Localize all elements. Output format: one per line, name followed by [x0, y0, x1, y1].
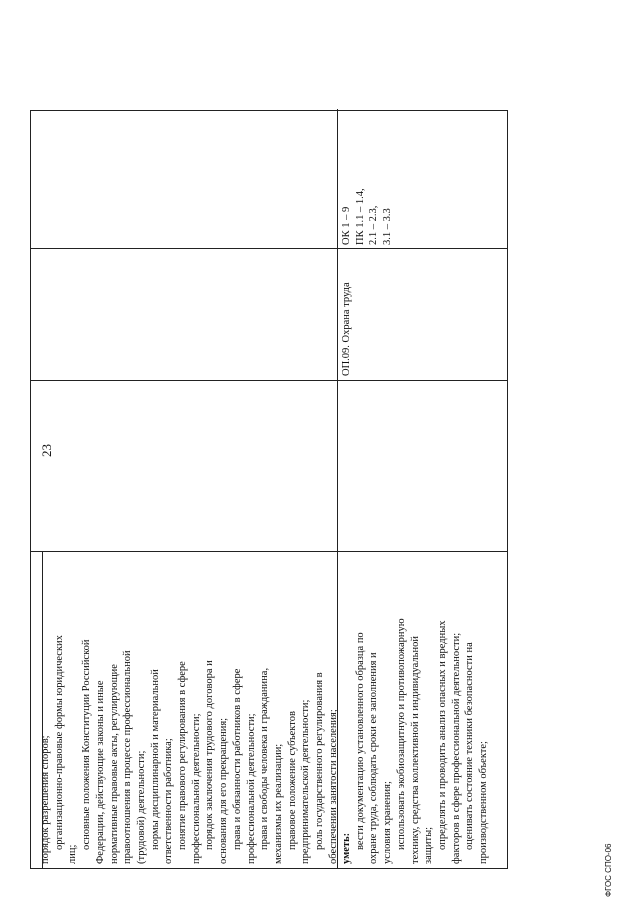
competency-line: ПК 1.1 – 1.4,	[354, 188, 366, 245]
competency-line: 2.1 – 2.3,	[368, 205, 380, 245]
skills-line: определять и проводить анализ опасных и вредных	[436, 620, 448, 850]
skills-line: понятие правового регулирования в сфере	[177, 661, 189, 850]
skills-line: права и обязанности работников в сфере	[231, 668, 243, 850]
skills-line: использовать экобиозащитную и противопожарную	[395, 618, 407, 850]
skills-line: охране труда, соблюдать сроки ее заполнения и	[368, 652, 380, 864]
competencies-cell	[340, 111, 395, 245]
skills-line: вести документацию установленного образца по	[354, 632, 366, 850]
skills-line: организационно-правовые формы юридических	[53, 635, 65, 850]
skills-line: роль государственного регулирования в	[314, 672, 326, 850]
skills-line: защиты;	[423, 826, 435, 864]
skills-line: нормативные правовые акты, регулирующие	[108, 664, 120, 864]
skills-line: условия хранения;	[382, 781, 394, 864]
skills-line: нормы дисциплинарной и материальной	[149, 669, 161, 850]
column-divider	[31, 248, 507, 249]
skills-line: порядок разрешения споров;	[40, 735, 51, 864]
skills-line: профессиональной деятельности;	[245, 713, 257, 864]
skills-line: технику, средства коллективной и индивидуальной	[409, 636, 421, 864]
skills-line: основные положения Конституции Российской	[81, 639, 93, 850]
skills-line: оценивать состояние техники безопасности на	[464, 642, 476, 850]
competency-line: ОК 1 – 9	[341, 206, 352, 245]
skills-line: лиц;	[67, 844, 79, 864]
curriculum-table	[30, 110, 508, 869]
skills-line: правоотношения в процессе профессиональной	[122, 650, 134, 864]
column-divider	[31, 380, 507, 381]
skills-cell-top	[39, 556, 340, 864]
competency-line: 3.1 – 3.3	[382, 208, 394, 245]
skills-line: (трудовой) деятельности;	[135, 750, 147, 864]
column-divider	[31, 551, 507, 552]
skills-line: права и свободы человека и гражданина,	[259, 667, 271, 850]
skills-line: основания для его прекращения;	[218, 717, 230, 864]
skills-line: предпринимательской деятельности;	[300, 699, 312, 864]
footer-mark: ФГОС СПО-06	[604, 843, 613, 897]
skills-line: факторов в сфере профессиональной деятельности;	[450, 632, 462, 864]
skills-line: ответственности работника;	[163, 738, 175, 864]
discipline-name: ОП.09. Охрана труда	[341, 282, 352, 376]
page-number: 23	[39, 444, 54, 457]
skills-cell-bottom	[340, 556, 491, 864]
skills-heading: уметь:	[341, 832, 352, 864]
skills-line: правовое положение субъектов	[286, 711, 298, 850]
discipline-cell	[340, 252, 354, 376]
skills-line: профессиональной деятельности;	[190, 713, 202, 864]
skills-line: механизмы их реализации;	[272, 743, 284, 864]
skills-line: порядок заключения трудового договора и	[204, 660, 216, 850]
skills-line: Федерации, действующие законы и иные	[94, 680, 106, 864]
skills-line: производственном объекте;	[478, 741, 490, 864]
skills-line: обеспечении занятости населения;	[327, 709, 339, 864]
